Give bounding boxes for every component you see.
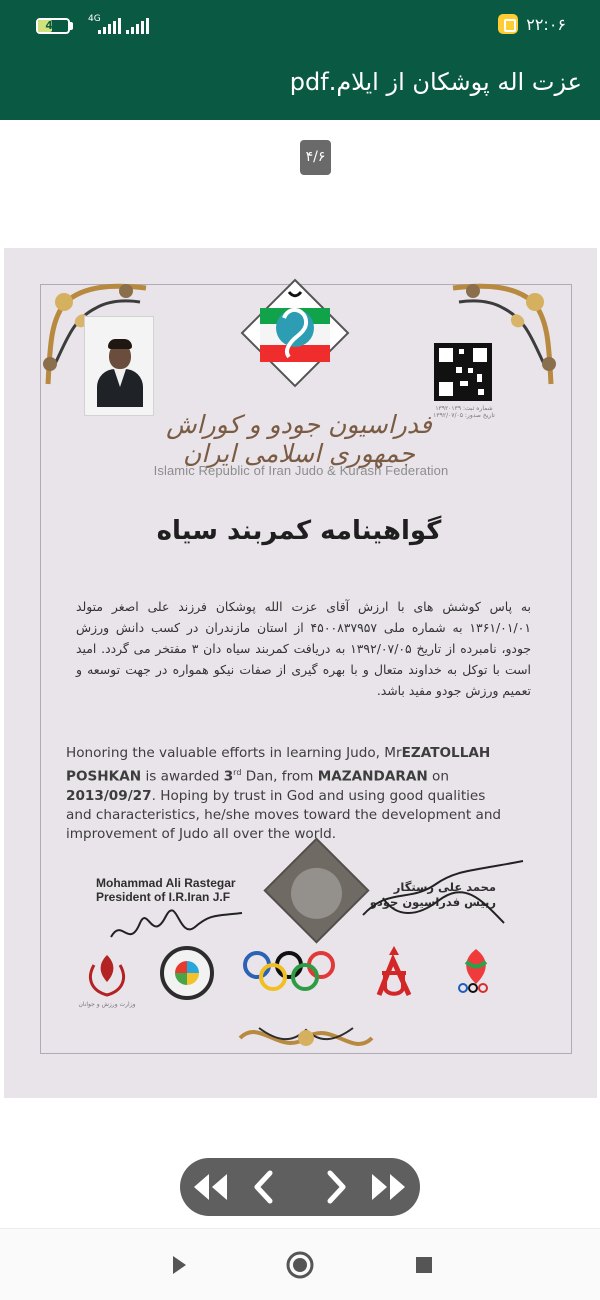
- battery-icon: [36, 18, 70, 34]
- dan-suffix: rd: [233, 768, 242, 777]
- english-certificate-text: [66, 744, 511, 844]
- status-time: ۲۲:۰۶: [526, 14, 566, 34]
- secondary-signal-icon: [126, 18, 149, 34]
- back-icon: [166, 1253, 190, 1277]
- document-title: عزت اله پوشکان از ایلام.pdf: [289, 68, 582, 96]
- province-name: MAZANDARAN: [317, 768, 428, 785]
- olympic-rings-logo: [239, 951, 339, 991]
- notification-icon: [498, 14, 518, 34]
- first-page-icon: [190, 1170, 232, 1204]
- home-icon: [285, 1250, 315, 1280]
- university-sport-logo: [369, 943, 419, 1001]
- next-page-icon: [322, 1169, 350, 1205]
- status-time-group: [498, 14, 566, 34]
- handwritten-signature-right: [354, 860, 529, 930]
- next-page-button[interactable]: [312, 1158, 360, 1216]
- recents-icon: [413, 1254, 435, 1276]
- award-date: 2013/09/27: [66, 787, 152, 804]
- last-page-button[interactable]: [364, 1158, 412, 1216]
- federation-logo: [240, 278, 350, 388]
- system-navigation-bar: [0, 1228, 600, 1300]
- english-text-part-1: Honoring the valuable efforts in learning Judo, Mr: [66, 745, 402, 761]
- app-bar: [0, 52, 600, 120]
- english-signatory-title: President of I.R.Iran J.F: [96, 890, 231, 904]
- federation-name-persian: فدراسیون جودو و کوراش جمهوری اسلامی ایران: [166, 410, 432, 468]
- english-text-part-5: . Hoping by trust in God and using good qualities and characteristics, he/she moves toward the development and improvement of Judo all over the world.: [66, 787, 502, 842]
- last-page-icon: [367, 1170, 409, 1204]
- olympic-committee-logo: [451, 946, 501, 1000]
- english-text-part-3: Dan, from: [241, 768, 318, 785]
- pdf-page[interactable]: [4, 248, 597, 1098]
- persian-certificate-text: به پاس کوشش های با ارزش آقای عزت الله پوشکان فرزند علی اصغر متولد ۱۳۶۱/۰۱/۰۱ به شماره ملی ۴۵۰۰۸۳۷۹۵۷ از استان مازندران در کسب دانش ورزش جودو، نامبرده از تاریخ ۱۳۹۲/۰۷/۰۵ به دریافت کمربند سیاه دان ۳ مفتخر می گردد. امید است با توکل به خداوند متعال و با بهره گیری از صفات نیکو همواره در جهت توسعه و تعمیم ورزش جودو مفید باشد.: [76, 599, 531, 698]
- battery-level-text: 45: [45, 19, 61, 32]
- certificate-title: گواهینامه کمربند سیاه: [156, 516, 442, 546]
- judo-federation-circle-logo: [159, 945, 215, 1001]
- recents-button[interactable]: [408, 1249, 440, 1281]
- ministry-logo-caption: وزارت ورزش و جوانان: [78, 1001, 136, 1008]
- network-type: 4G: [88, 14, 101, 24]
- first-page-button[interactable]: [187, 1158, 235, 1216]
- athlete-photo: [84, 316, 154, 416]
- previous-page-button[interactable]: [240, 1158, 288, 1216]
- home-button[interactable]: [284, 1249, 316, 1281]
- signal-strength-icon: [98, 18, 121, 34]
- dan-rank: 3: [223, 768, 234, 785]
- qr-caption: شماره ثبت: ۱۳۹۲۰۱۳۹ تاریخ صدور: ۱۳۹۲/۰۷/۰۵: [433, 405, 495, 419]
- page-indicator: ۴/۶: [300, 140, 331, 175]
- previous-page-icon: [250, 1169, 278, 1205]
- persian-signatory-title: رییس فدراسیون جودو: [369, 895, 496, 909]
- ministry-sport-logo: [72, 951, 142, 1011]
- persian-signatory-name: محمد علی رستگار: [393, 880, 496, 894]
- battery-tip: [70, 22, 73, 30]
- page-navigation-controls: [180, 1158, 420, 1216]
- back-button[interactable]: [162, 1249, 194, 1281]
- english-text-part-4: on: [427, 768, 449, 785]
- handwritten-signature-left: [104, 892, 249, 952]
- qr-code: [434, 343, 492, 401]
- english-text-part-2: is awarded: [141, 768, 224, 785]
- photo-hair: [108, 339, 132, 349]
- english-signatory-name: Mohammad Ali Rastegar: [96, 876, 236, 890]
- awardee-name: EZATOLLAH POSHKAN: [66, 745, 491, 785]
- status-bar: [0, 0, 600, 52]
- federation-name-english: Islamic Republic of Iran Judo & Kurash Federation: [153, 463, 449, 478]
- bottom-ornament: [236, 1014, 376, 1062]
